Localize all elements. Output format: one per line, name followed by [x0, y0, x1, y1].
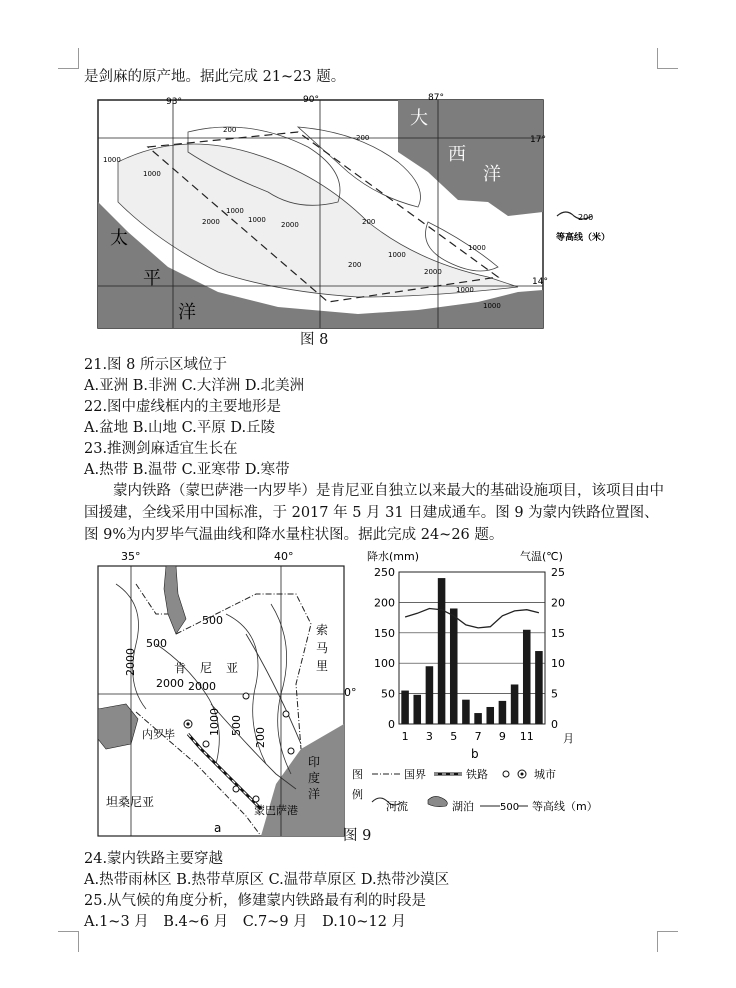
atlantic-char-2: 西 — [448, 144, 466, 165]
figure-9a-map — [96, 544, 357, 844]
question-25-stem: 25.从气候的角度分析，修建蒙内铁路最有利的时段是 — [84, 893, 427, 909]
contour-label: 2000 — [156, 677, 184, 690]
precip-bar — [462, 700, 470, 724]
contour-label: 1000 — [468, 244, 486, 252]
country-kenya-1: 肯 — [174, 661, 187, 675]
contour-label: 1000 — [143, 170, 161, 178]
precip-bar — [474, 713, 482, 724]
y-left-tick: 250 — [374, 566, 395, 579]
contour-label: 2000 — [124, 648, 137, 676]
contour-label: 1000 — [248, 216, 266, 224]
contour-label: 1000 — [226, 207, 244, 215]
precip-bar — [499, 701, 507, 724]
crop-mark-top-left — [58, 48, 79, 69]
contour-label: 1000 — [388, 251, 406, 259]
x-tick: 1 — [401, 730, 409, 743]
y-left-label: 降水(mm) — [367, 550, 420, 563]
legend-city: 城市 — [534, 768, 556, 781]
context-paragraph: 蒙内铁路（蒙巴萨港一内罗毕）是肯尼亚自独立以来最大的基础设施项目，该项目由中国援建，全线采用中国标准，于 2017 年 5 月 31 日建成通车。图 9 为蒙内铁路位置图、图 9%为内罗毕气温曲线和降水量柱状图。据此完成 24~26 题。 — [84, 483, 664, 543]
contour-label: 1000 — [103, 156, 121, 164]
precip-bar — [426, 666, 434, 724]
city-nairobi: 内罗毕 — [142, 728, 175, 741]
x-unit: 月 — [563, 732, 574, 745]
y-right-tick: 15 — [551, 626, 565, 640]
country-somalia-2: 马 — [316, 641, 329, 655]
lon-87: 87° — [428, 93, 444, 103]
lon-90: 90° — [303, 95, 319, 105]
lon-93: 93° — [166, 97, 182, 107]
y-left-tick: 50 — [381, 687, 395, 701]
legend-title-1: 图 — [352, 768, 363, 781]
legend-title-2: 例 — [352, 788, 363, 801]
atlantic-char-3: 洋 — [483, 164, 501, 185]
y-left-tick: 150 — [374, 626, 395, 640]
x-tick: 3 — [425, 730, 433, 743]
lon-40: 40° — [274, 550, 294, 563]
contour-label: 500 — [202, 614, 223, 627]
question-22-stem: 22.图中虚线框内的主要地形是 — [84, 399, 282, 415]
precip-bar — [438, 578, 446, 724]
legend-contour-value: 500 — [500, 802, 520, 813]
legend-lake: 湖泊 — [452, 800, 474, 813]
question-21-stem: 21.图 8 所示区域位于 — [84, 357, 228, 373]
legend-contour-label: 等高线（米） — [556, 233, 611, 243]
x-tick: 11 — [519, 730, 534, 743]
lat-17: 17° — [530, 135, 546, 145]
map-sub-label: a — [214, 821, 222, 835]
ocean-char-3: 洋 — [308, 787, 321, 801]
contour-label: 200 — [356, 134, 370, 142]
y-right-tick: 20 — [551, 596, 565, 610]
y-right-tick: 0 — [551, 718, 558, 731]
legend-river: 河流 — [386, 800, 408, 813]
crop-mark-bottom-left — [58, 931, 79, 952]
contour-label: 2000 — [188, 680, 216, 693]
contour-label: 2000 — [281, 221, 299, 229]
contour-label: 1000 — [483, 302, 501, 310]
contour-label: 1000 — [208, 708, 221, 736]
pacific-char-2: 平 — [143, 268, 161, 289]
ocean-char-2: 度 — [308, 771, 321, 785]
y-right-label: 气温(℃) — [520, 550, 563, 563]
precip-bar — [486, 707, 494, 724]
contour-label: 200 — [362, 218, 376, 226]
country-somalia-3: 里 — [316, 659, 329, 673]
precip-bar — [511, 684, 519, 724]
y-right-tick: 25 — [551, 566, 565, 579]
y-left-tick: 0 — [388, 718, 395, 731]
y-left-tick: 200 — [374, 596, 395, 610]
question-23-stem: 23.推测剑麻适宜生长在 — [84, 441, 238, 457]
lon-35: 35° — [121, 550, 141, 563]
contour-label: 2000 — [202, 218, 220, 226]
contour-label: 200 — [223, 126, 237, 134]
country-somalia-1: 索 — [316, 623, 329, 637]
lat-0: 0° — [344, 686, 357, 699]
country-tanzania: 坦桑尼亚 — [106, 795, 155, 809]
figure8-legend — [552, 206, 662, 246]
precip-bar — [523, 630, 531, 724]
precip-bar — [401, 691, 409, 724]
figure-9-legend — [350, 764, 650, 824]
legend-border: 国界 — [404, 768, 426, 781]
pacific-char-1: 太 — [110, 228, 128, 249]
crop-mark-top-right — [657, 48, 678, 69]
precip-bar — [413, 695, 421, 724]
legend-contour: 等高线（m） — [532, 800, 598, 813]
x-tick: 9 — [498, 730, 506, 743]
figure-9b-chart — [355, 544, 580, 764]
pacific-char-3: 洋 — [178, 302, 196, 323]
lat-14: 14° — [532, 277, 548, 287]
question-24-stem: 24.蒙内铁路主要穿越 — [84, 851, 224, 867]
question-25-options: A.1~3 月 B.4~6 月 C.7~9 月 D.10~12 月 — [84, 914, 407, 930]
country-kenya-2: 尼 — [200, 661, 213, 675]
atlantic-char-1: 大 — [410, 108, 428, 129]
legend-contour-value: 200 — [578, 213, 594, 222]
figure-9-caption: 图 9 — [343, 828, 372, 844]
intro-line: 是剑麻的原产地。据此完成 21~23 题。 — [84, 69, 346, 85]
legend-railway: 铁路 — [466, 768, 488, 781]
x-tick: 5 — [450, 730, 458, 743]
contour-label: 200 — [254, 727, 267, 748]
temperature-line — [405, 609, 539, 628]
x-tick: 7 — [474, 730, 482, 743]
crop-mark-bottom-right — [657, 931, 678, 952]
figure-8-caption: 图 8 — [300, 332, 329, 348]
question-21-options: A.亚洲 B.非洲 C.大洋洲 D.北美洲 — [84, 378, 305, 394]
contour-label: 500 — [146, 637, 167, 650]
figure-8 — [98, 92, 558, 352]
precip-bar — [535, 651, 543, 724]
contour-label: 200 — [348, 261, 362, 269]
country-kenya-3: 亚 — [226, 661, 239, 675]
question-24-options: A.热带雨林区 B.热带草原区 C.温带草原区 D.热带沙漠区 — [84, 872, 450, 888]
contour-label: 1000 — [456, 286, 474, 294]
question-23-options: A.热带 B.温带 C.亚寒带 D.寒带 — [84, 462, 290, 478]
contour-label: 500 — [230, 715, 243, 736]
y-left-tick: 100 — [374, 657, 395, 671]
ocean-char-1: 印 — [308, 755, 321, 769]
chart-sub-label: b — [471, 747, 479, 761]
precip-bar — [450, 608, 458, 724]
y-right-tick: 10 — [551, 657, 565, 671]
contour-label: 2000 — [424, 268, 442, 276]
city-mombasa: 蒙巴萨港 — [254, 804, 298, 817]
question-22-options: A.盆地 B.山地 C.平原 D.丘陵 — [84, 420, 276, 436]
y-right-tick: 5 — [551, 687, 558, 701]
